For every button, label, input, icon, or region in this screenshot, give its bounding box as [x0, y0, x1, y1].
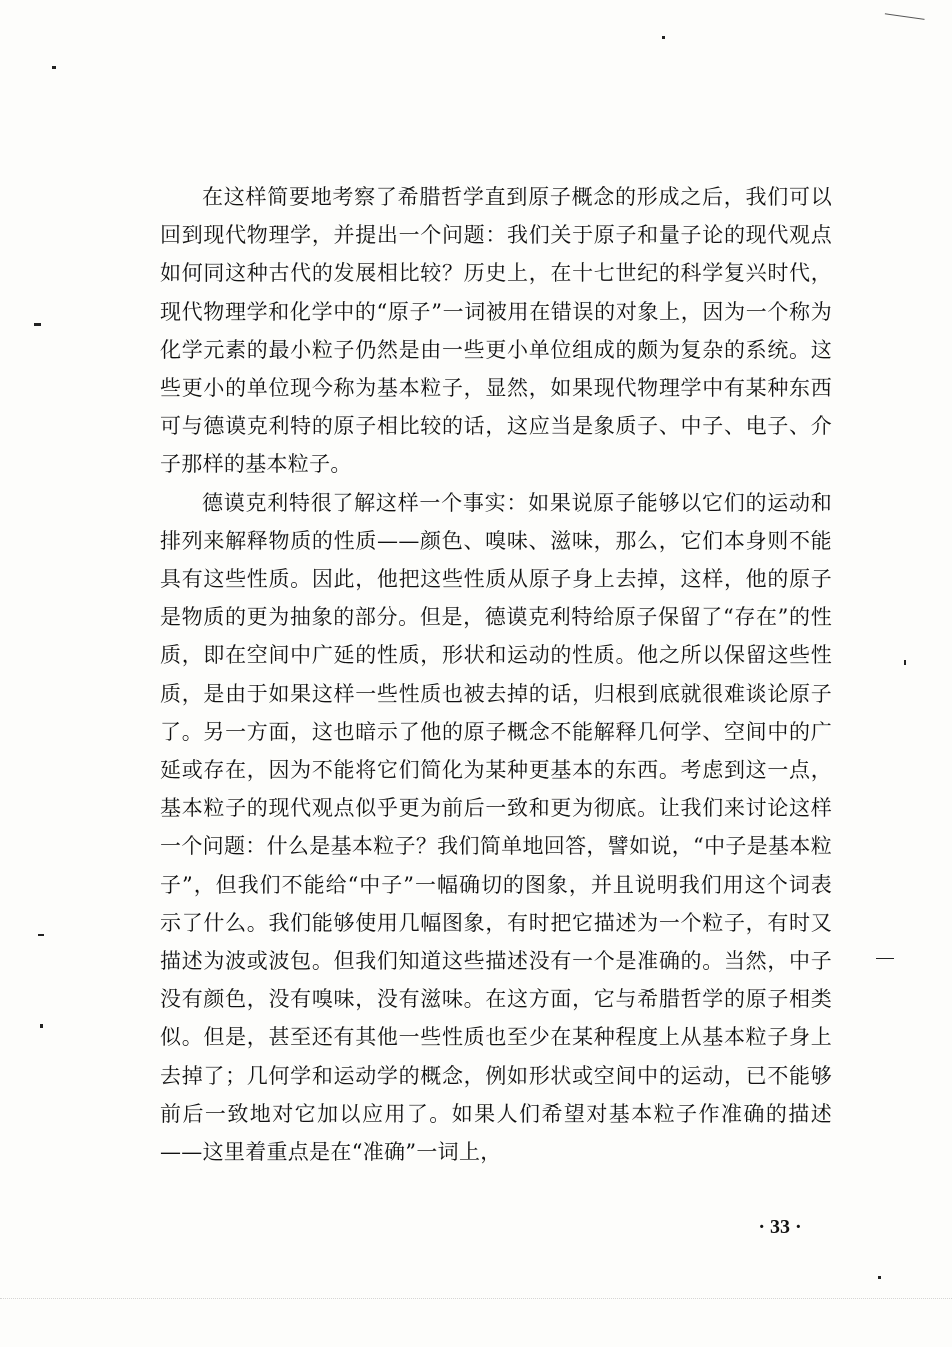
body-text [160, 178, 832, 1171]
scan-speck [40, 1024, 43, 1028]
scan-bottom-noise [0, 1298, 952, 1311]
page-number: · 33 · [758, 1216, 802, 1238]
scan-speck [52, 66, 56, 69]
scan-corner-mark [883, 13, 924, 29]
scan-speck [662, 36, 665, 39]
scan-speck [878, 1276, 881, 1279]
scan-speck [876, 958, 894, 959]
scan-speck [904, 660, 906, 665]
paragraph-2: 德谟克利特很了解这样一个事实：如果说原子能够以它们的运动和排列来解释物质的性质——颜色、嗅味、滋味，那么，它们本身则不能具有这些性质。因此，他把这些性质从原子身上去掉，这样，他的原子是物质的更为抽象的部分。但是，德谟克利特给原子保留了“存在”的性质，即在空间中广延的性质，形状和运动的性质。他之所以保留这些性质，是由于如果这样一些性质也被去掉的话，归根到底就很难谈论原子了。另一方面，这也暗示了他的原子概念不能解释几何学、空间中的广延或存在，因为不能将它们简化为某种更基本的东西。考虑到这一点，基本粒子的现代观点似乎更为前后一致和更为彻底。让我们来讨论这样一个问题：什么是基本粒子？我们简单地回答，譬如说，“中子是基本粒子”，但我们不能给“中子”一幅确切的图象，并且说明我们用这个词表示了什么。我们能够使用几幅图象，有时把它描述为一个粒子，有时又描述为波或波包。但我们知道这些描述没有一个是准确的。当然，中子没有颜色，没有嗅味，没有滋味。在这方面，它与希腊哲学的原子相类似。但是，甚至还有其他一些性质也至少在某种程度上从基本粒子身上去掉了；几何学和运动学的概念，例如形状或空间中的运动，已不能够前后一致地对它加以应用了。如果人们希望对基本粒子作准确的描述——这里着重点是在“准确”一词上， [160, 490, 832, 1165]
scan-speck [34, 323, 41, 326]
scan-speck [38, 934, 44, 936]
paragraph-1: 在这样简要地考察了希腊哲学直到原子概念的形成之后，我们可以回到现代物理学，并提出一个问题：我们关于原子和量子论的现代观点如何同这种古代的发展相比较？历史上，在十七世纪的科学复兴时代，现代物理学和化学中的“原子”一词被用在错误的对象上，因为一个称为化学元素的最小粒子仍然是由一些更小单位组成的颇为复杂的系统。这些更小的单位现今称为基本粒子，显然，如果现代物理学中有某种东西可与德谟克利特的原子相比较的话，这应当是象质子、中子、电子、介子那样的基本粒子。 [160, 185, 832, 477]
